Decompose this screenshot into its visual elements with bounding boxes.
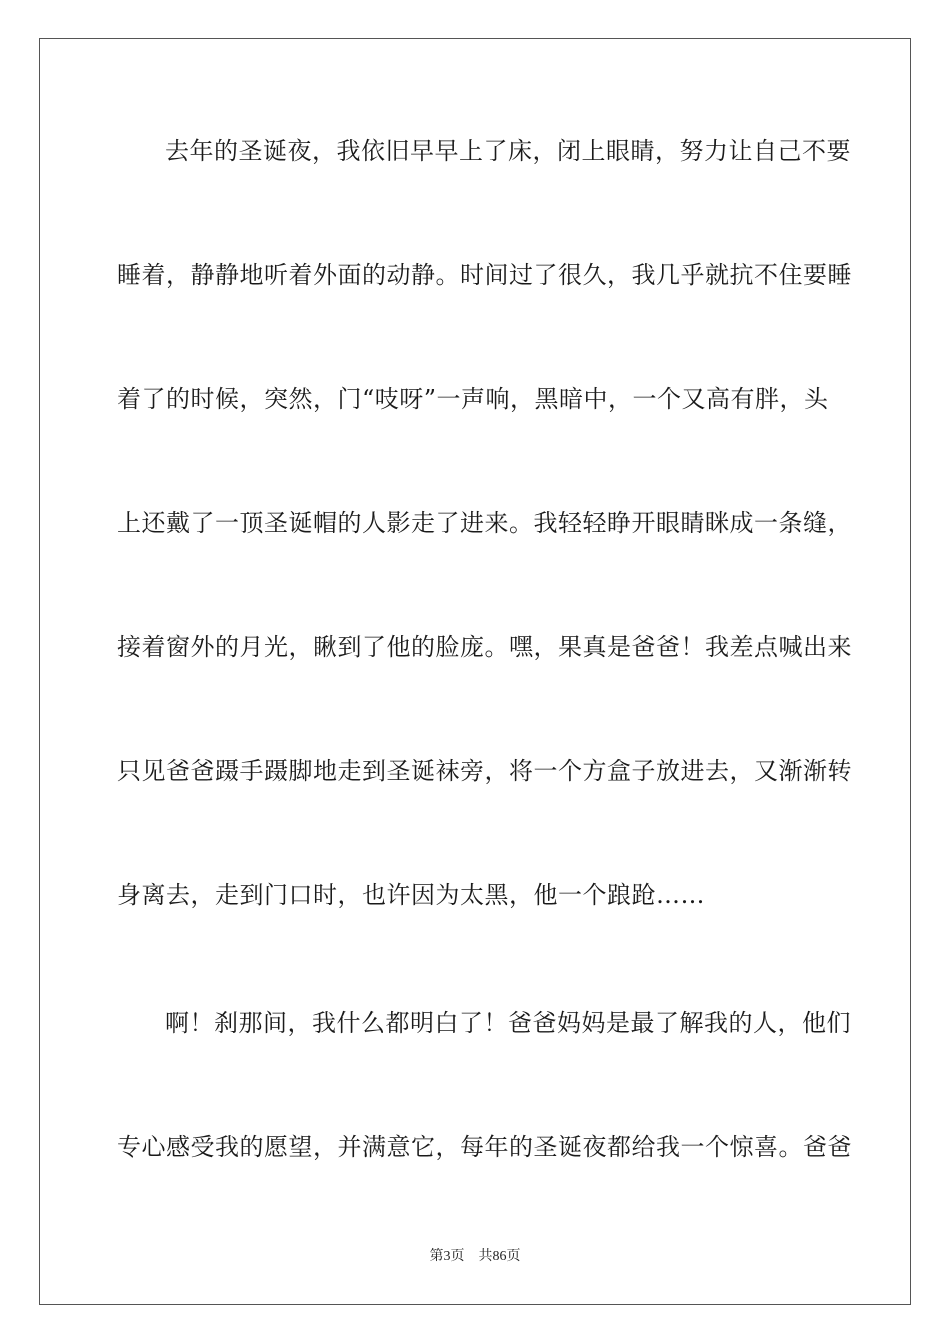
paragraph-1-line-4: 上还戴了一顶圣诞帽的人影走了进来。我轻轻睁开眼睛眯成一条缝， <box>117 509 852 537</box>
paragraph-1-line-7: 身离去，走到门口时，也许因为太黑，他一个踉跄…… <box>117 881 705 909</box>
paragraph-1-line-3: 着了的时候，突然，门“吱呀”一声响，黑暗中，一个又高有胖，头 <box>117 385 829 413</box>
page-total: 共86页 <box>478 1249 521 1264</box>
paragraph-1-line-2: 睡着，静静地听着外面的动静。时间过了很久，我几乎就抗不住要睡 <box>117 261 852 289</box>
paragraph-1-line-1: 去年的圣诞夜，我依旧早早上了床，闭上眼睛，努力让自己不要 <box>165 137 851 165</box>
page-footer <box>0 1248 950 1266</box>
page-border <box>39 38 911 1305</box>
paragraph-2-line-2: 专心感受我的愿望，并满意它，每年的圣诞夜都给我一个惊喜。爸爸 <box>117 1133 852 1161</box>
paragraph-1-line-6: 只见爸爸蹑手蹑脚地走到圣诞袜旁，将一个方盒子放进去，又渐渐转 <box>117 757 852 785</box>
paragraph-2-line-1: 啊！刹那间，我什么都明白了！爸爸妈妈是最了解我的人，他们 <box>165 1009 851 1037</box>
page-number: 第3页 <box>429 1249 465 1264</box>
paragraph-1-line-5: 接着窗外的月光，瞅到了他的脸庞。嘿，果真是爸爸！我差点喊出来 <box>117 633 852 661</box>
